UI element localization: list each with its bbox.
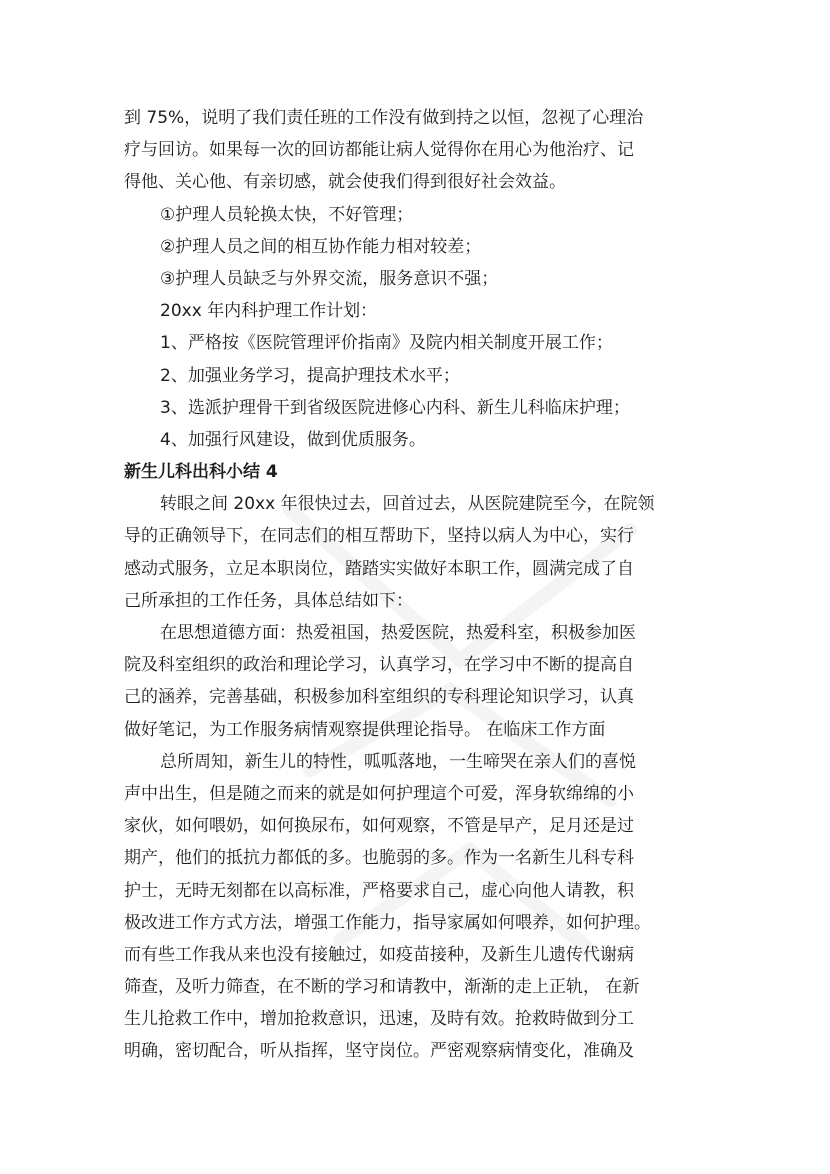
paragraph-line: 明确，密切配合，听从指挥，坚守岗位。严密观察病情变化，准确及 xyxy=(124,1041,634,1062)
document-body xyxy=(124,102,716,1068)
paragraph-line: 3、选派护理骨干到省级医院进修心内科、新生儿科临床护理； xyxy=(160,397,630,418)
paragraph-line: 2、加强业务学习，提高护理技术水平； xyxy=(160,365,460,386)
paragraph-line: 疗与回访。如果每一次的回访都能让病人觉得你在用心为他治疗、记 xyxy=(124,140,634,161)
paragraph-line: 20xx 年内科护理工作计划： xyxy=(160,301,378,322)
paragraph-line: 生儿抢救工作中，增加抢救意识，迅速，及時有效。抢救時做到分工 xyxy=(124,1009,634,1030)
paragraph-line: 极改进工作方式方法，增强工作能力，指导家属如何喂养，如何护理。 xyxy=(124,912,651,933)
paragraph-line: ②护理人员之间的相互协作能力相对较差； xyxy=(160,236,482,257)
paragraph-line: 总所周知，新生儿的特性，呱呱落地，一生啼哭在亲人们的喜悦 xyxy=(160,751,636,772)
paragraph-line: 己的涵养，完善基础，积极参加科室组织的专科理论知识学习，认真 xyxy=(124,687,634,708)
paragraph-line: 导的正确领导下，在同志们的相互帮助下，坚持以病人为中心，实行 xyxy=(124,526,634,547)
paragraph-line: 而有些工作我从来也没有接触过，如疫苗接种，及新生儿遗传代谢病 xyxy=(124,944,634,965)
paragraph-line: 家伙，如何喂奶，如何换尿布，如何观察，不管是早产，足月还是过 xyxy=(124,816,634,837)
paragraph-line: ③护理人员缺乏与外界交流，服务意识不强； xyxy=(160,268,499,289)
paragraph-line: 筛查，及听力筛查，在不断的学习和请教中，渐渐的走上正轨， 在新 xyxy=(124,977,640,998)
paragraph-line: 1、严格按《医院管理评价指南》及院内相关制度开展工作； xyxy=(160,333,613,354)
paragraph-line: 声中出生，但是随之而来的就是如何护理這个可爱，浑身软绵绵的小 xyxy=(124,783,634,804)
paragraph-line: 己所承担的工作任务，具体总结如下： xyxy=(124,590,413,611)
paragraph-line: 得他、关心他、有亲切感，就会使我们得到很好社会效益。 xyxy=(124,172,566,193)
paragraph-line: ①护理人员轮换太快，不好管理； xyxy=(160,204,414,225)
section-heading: 新生儿科出科小结 4 xyxy=(124,462,278,483)
paragraph-line: 期产，他们的抵抗力都低的多。也脆弱的多。作为一名新生儿科专科 xyxy=(124,848,634,869)
paragraph-line: 4、加强行风建设，做到优质服务。 xyxy=(160,429,426,450)
paragraph-line: 感动式服务，立足本职岗位，踏踏实实做好本职工作，圆满完成了自 xyxy=(124,558,634,579)
paragraph-line: 在思想道德方面：热爱祖国，热爱医院，热爱科室，积极参加医 xyxy=(160,623,636,643)
paragraph-line: 到 75%，说明了我们责任班的工作没有做到持之以恒，忽视了心理治 xyxy=(124,108,644,128)
paragraph-line: 护士，无時无刻都在以高标准，严格要求自己，虚心向他人请教，积 xyxy=(124,880,634,901)
paragraph-line: 转眼之间 20xx 年很快过去，回首过去，从医院建院至今，在院领 xyxy=(160,494,655,515)
paragraph-line: 院及科室组织的政治和理论学习，认真学习，在学习中不断的提高自 xyxy=(124,655,634,676)
paragraph-line: 做好笔记，为工作服务病情观察提供理论指导。 在临床工作方面 xyxy=(124,719,606,740)
